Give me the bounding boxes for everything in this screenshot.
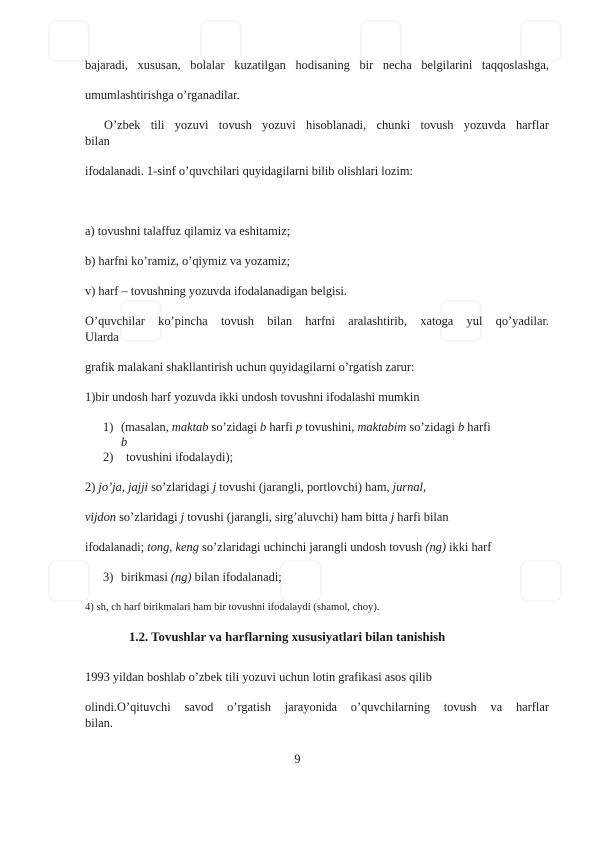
list-item-text: birikmasi (ng) bilan ifodalanadi;: [121, 570, 282, 584]
paragraph-line: vijdon so’zlaridagi j tovushi (jarangli, sirg’aluvchi) ham bitta j harfi bilan: [85, 510, 449, 524]
watermark-tile: [520, 20, 562, 62]
paragraph-line: ifodalanadi; tong, keng so’zlaridagi uchinchi jarangli undosh tovush (ng) ikki harf: [85, 540, 492, 554]
list-item-text: tovushini ifodalaydi);: [126, 450, 234, 464]
paragraph-line: ifodalanadi. 1-sinf o’quvchilari quyidagilarni bilib olishlari lozim:: [85, 164, 413, 178]
watermark-tile: [48, 20, 90, 62]
section-heading: 1.2. Tovushlar va harflarning xususiyatlari bilan tanishish: [129, 630, 446, 644]
watermark-tile: [520, 560, 562, 602]
page-number: 9: [294, 752, 301, 766]
paragraph-line: 1)bir undosh harf yozuvda ikki undosh tovushni ifodalashi mumkin: [85, 390, 420, 404]
paragraph-line: grafik malakani shakllantirish uchun quyidagilarni o’rgatish zarur:: [85, 360, 415, 374]
watermark-tile: [280, 560, 322, 602]
list-number: 1): [103, 420, 114, 434]
watermark-tile: [48, 560, 90, 602]
watermark-tile: [360, 20, 402, 62]
list-item-text: b: [121, 435, 128, 449]
watermark-tile: [200, 20, 242, 62]
list-item-v: v) harf – tovushning yozuvda ifodalanadigan belgisi.: [85, 284, 347, 298]
paragraph-line: O’zbek tili yozuvi tovush yozuvi hisoblanadi, chunki tovush yozuvda harflar: [104, 118, 549, 132]
paragraph-line: 2) jo’ja, jajji so’zlaridagi j tovushi (jarangli, portlovchi) ham, jurnal,: [85, 480, 427, 494]
list-number: 2): [103, 450, 114, 464]
list-number: 3): [103, 570, 114, 584]
paragraph-line: 1993 yildan boshlab o’zbek tili yozuvi uchun lotin grafikasi asos qilib: [85, 670, 432, 684]
paragraph-line: 4) sh, ch harf birikmalari ham bir tovushni ifodalaydi (shamol, choy).: [85, 602, 380, 613]
paragraph-line: olindi.O’qituvchi savod o’rgatish jarayonida o’quvchilarning tovush va harflar: [85, 700, 549, 714]
paragraph-line: bilan: [85, 134, 110, 148]
paragraph-line: umumlashtirishga o’rganadilar.: [85, 88, 240, 102]
paragraph-line: bilan.: [85, 716, 113, 730]
paragraph-line: Ularda: [85, 330, 119, 344]
paragraph-line: O’quvchilar ko’pincha tovush bilan harfni aralashtirib, xatoga yul qo’yadilar.: [85, 314, 549, 328]
paragraph-line: bajaradi, xususan, bolalar kuzatilgan hodisaning bir necha belgilarini taqqoslashga,: [85, 58, 549, 72]
list-item-a: a) tovushni talaffuz qilamiz va eshitamiz;: [85, 224, 291, 238]
list-item-text: (masalan, maktab so’zidagi b harfi p tovushini, maktabim so’zidagi b harfi: [121, 420, 491, 434]
list-item-b: b) harfni ko’ramiz, o’qiymiz va yozamiz;: [85, 254, 291, 268]
